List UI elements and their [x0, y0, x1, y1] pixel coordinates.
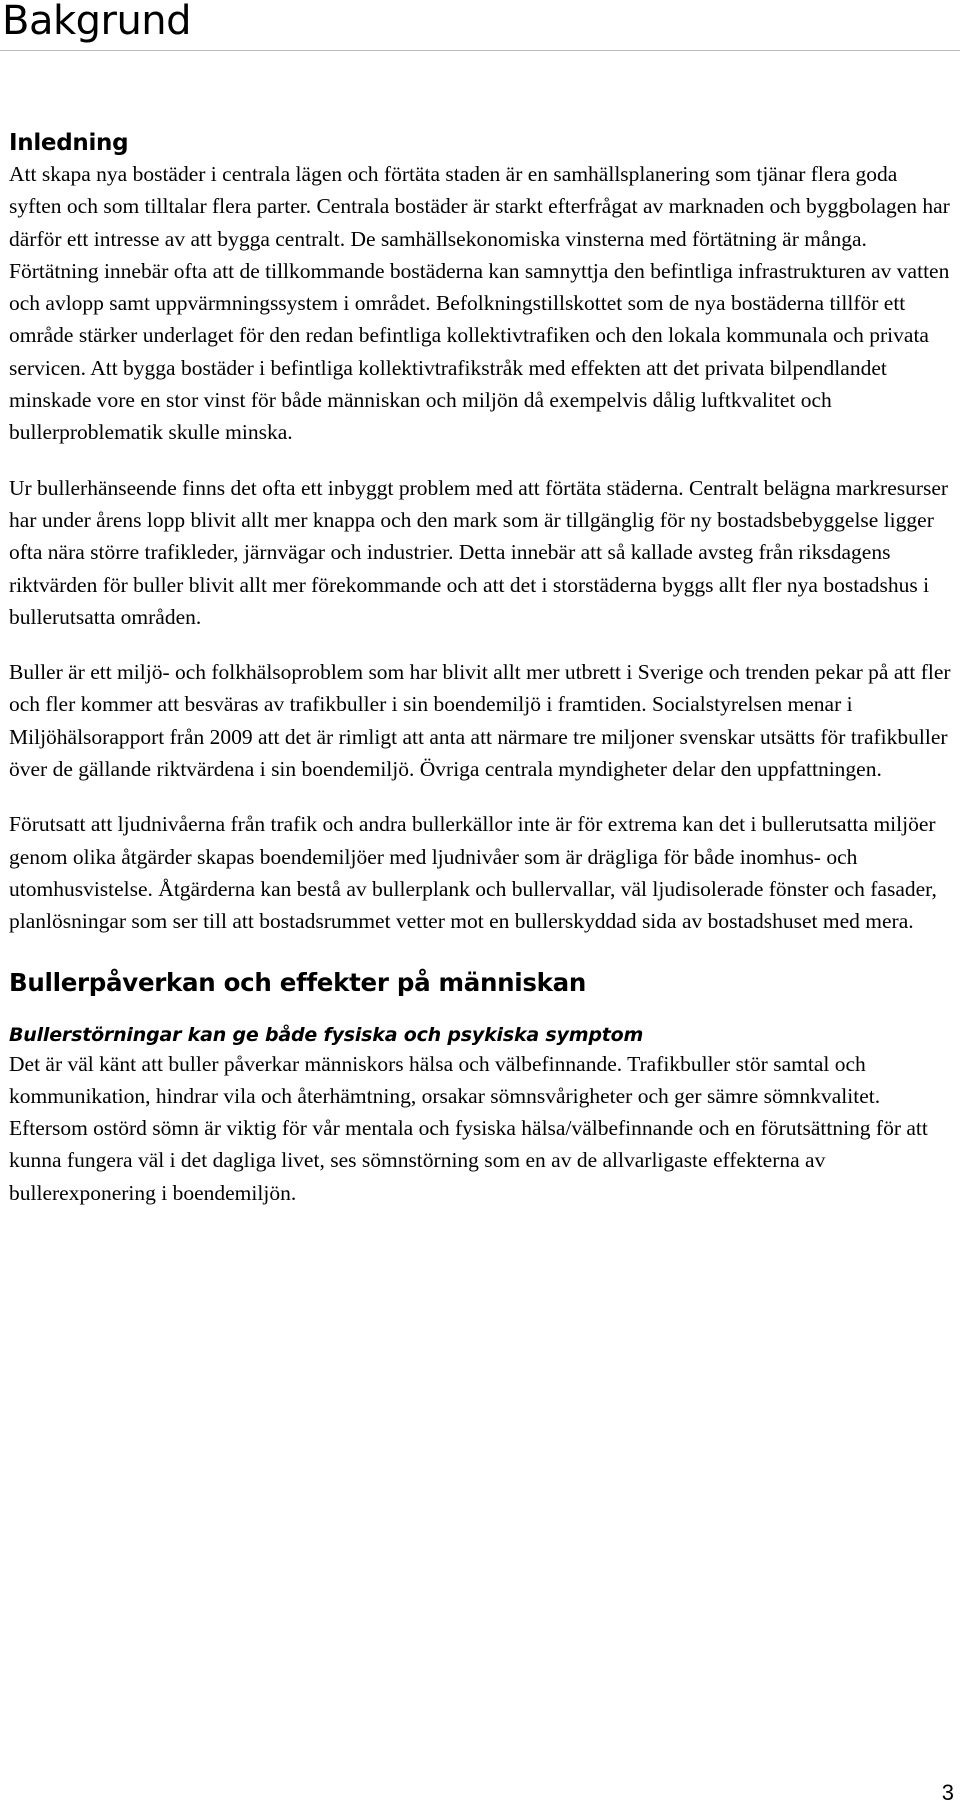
section-heading-inledning: Inledning: [9, 130, 129, 156]
paragraph-inledning-3: Buller är ett miljö- och folkhälsoproblem som har blivit allt mer utbrett i Sverige och trenden pekar på att fler och fler kommer att besväras av trafikbuller i sin boendemiljö i framtiden. Socialstyrelsen menar i Miljöhälsorapport från 2009 att det är rimligt att anta att närmare tre miljoner svenskar utsätts för trafikbuller över de gällande riktvärdena i sin boendemiljö. Övriga centrala myndigheter delar den uppfattningen.: [9, 660, 951, 782]
title-divider: [0, 50, 960, 51]
section-bullerpaverkan: [9, 966, 954, 1209]
page-title: Bakgrund: [2, 0, 192, 44]
paragraph-inledning-4: Förutsatt att ljudnivåerna från trafik och andra bullerkällor inte är för extrema kan det i bullerutsatta miljöer genom olika åtgärder skapas boendemiljöer med ljudnivåer som är drägliga för både inomhus- och utomhusvistelse. Åtgärderna kan bestå av bullerplank och bullervallar, väl ljudisolerade fönster och fasader, planlösningar som ser till att bostadsrummet vetter mot en bullerskyddad sida av bostadshuset med mera.: [9, 812, 937, 934]
section-heading-bullerpaverkan: Bullerpåverkan och effekter på människan: [9, 967, 587, 997]
page-number: 3: [941, 1780, 954, 1805]
paragraph-bullerpaverkan-1: Det är väl känt att buller påverkar människors hälsa och välbefinnande. Trafikbuller stör samtal och kommunikation, hindrar vila och återhämtning, orsakar sömnsvårigheter och ger sämre sömnkvalitet. Eftersom ostörd sömn är viktig för vår mentala och fysiska hälsa/välbefinnande och en förutsättning för att kunna fungera väl i det dagliga livet, ses sömnstörning som en av de allvarligaste effekterna av bullerexponering i boendemiljön.: [9, 1051, 928, 1205]
paragraph-inledning-2: Ur bullerhänseende finns det ofta ett inbyggt problem med att förtäta städerna. Centralt belägna markresurser har under årens lopp blivit allt mer knappa och den mark som är tillgänglig för ny bostadsbebyggelse ligger ofta nära större trafikleder, järnvägar och industrier. Detta innebär att så kallade avsteg från riksdagens riktvärden för buller blivit allt mer förekommande och att det i storstäderna byggs allt fler nya bostadshus i bullerutsatta områden.: [9, 475, 949, 629]
subsection-heading-bullerstorningar: Bullerstörningar kan ge både fysiska och psykiska symptom: [9, 1023, 644, 1046]
document-body: [9, 128, 954, 1209]
paragraph-inledning-1: Att skapa nya bostäder i centrala lägen och förtäta staden är en samhällsplanering som tjänar flera goda syften och som tilltalar flera parter. Centrala bostäder är starkt efterfrågat av marknaden och byggbolagen har därför ett intresse av att bygga centralt. De samhällsekonomiska vinsterna med förtätning är många. Förtätning innebär ofta att de tillkommande bostäderna kan samnyttja den befintliga infrastrukturen av vatten och avlopp samt uppvärmningssystem i området. Befolkningstillskottet som de nya bostäderna tillför ett område stärker underlaget för den redan befintliga kollektivtrafiken och den lokala kommunala och privata servicen. Att bygga bostäder i befintliga kollektivtrafikstråk med effekten att det privata bilpendlandet minskade vore en stor vinst för både människan och miljön då exempelvis dålig luftkvalitet och bullerproblematik skulle minska.: [9, 162, 950, 445]
section-inledning: [9, 128, 954, 938]
